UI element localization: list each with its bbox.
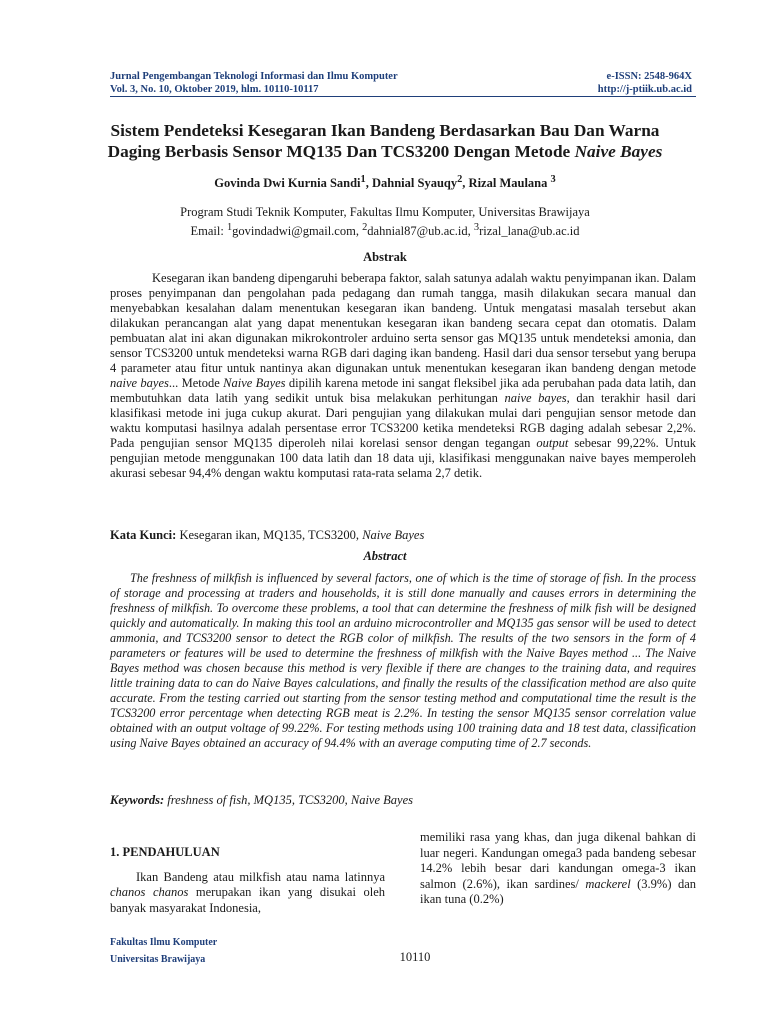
title-line-1: Sistem Pendeteksi Kesegaran Ikan Bandeng Berdasarkan Bau Dan Warna bbox=[110, 121, 660, 140]
left-column bbox=[110, 845, 385, 916]
email-2[interactable]: dahnial87@ub.ac.id, bbox=[367, 224, 471, 239]
right-column bbox=[420, 830, 696, 908]
affiliation: Program Studi Teknik Komputer, Fakultas Ilmu Komputer, Universitas Brawijaya bbox=[180, 205, 590, 219]
title-italic: Naive Bayes bbox=[574, 142, 663, 161]
keywords-label: Keywords: bbox=[110, 793, 165, 807]
authors: Govinda Dwi Kurnia Sandi$^1$, Dahnial Syauqy$^2$, Rizal Maulana $^3$ bbox=[214, 174, 556, 191]
kata-kunci: Kata Kunci: Kesegaran ikan, MQ135, TCS3200, Naive Bayes bbox=[110, 528, 425, 542]
email-1[interactable]: govindadwi@gmail.com, bbox=[232, 224, 359, 239]
footer-university: Universitas Brawijaya bbox=[110, 954, 206, 965]
abstrak-heading: Abstrak bbox=[363, 250, 407, 264]
section-1-heading: 1. PENDAHULUAN bbox=[110, 845, 220, 859]
keywords: Keywords: freshness of fish, MQ135, TCS3200, Naive Bayes bbox=[110, 793, 413, 807]
email-3[interactable]: rizal_lana@ub.ac.id bbox=[479, 224, 580, 239]
author-2: Dahnial Syauqy bbox=[371, 176, 458, 191]
author-1: Govinda Dwi Kurnia Sandi bbox=[214, 176, 361, 191]
footer-institution bbox=[110, 934, 217, 968]
header-rule bbox=[110, 96, 696, 97]
right-paragraph: memiliki rasa yang khas, dan juga dikenal bahkan di luar negeri. Kandungan omega3 pada bandeng sebesar 14.2% lebih besar dari kandungan omega-3 ikan salmon (2.6%), ikan sardines/ mackerel (3.9%) dan ikan tuna (0.2%) bbox=[420, 830, 696, 906]
kata-kunci-label: Kata Kunci: bbox=[110, 528, 177, 542]
abstract-body bbox=[110, 571, 696, 751]
abstrak-body bbox=[110, 271, 696, 481]
journal-issn: e-ISSN: 2548-964X bbox=[606, 71, 692, 82]
emails: Email: $^1$govindadwi@gmail.com, $^2$dahnial87@ub.ac.id, $^3$rizal_lana@ub.ac.id bbox=[190, 222, 580, 239]
abstract-heading: Abstract bbox=[363, 549, 407, 563]
footer-faculty: Fakultas Ilmu Komputer bbox=[110, 937, 218, 948]
abstrak-paragraph: Kesegaran ikan bandeng dipengaruhi beberapa faktor, salah satunya adalah waktu penyimpanan ikan. Dalam proses penyimpanan dan pengolahan pada pedagang dan rumah tangga, masih dilakukan secara manual dan menyebabkan kesalahan dalam menentukan kesegaran ikan bandeng. Untuk mengatasi masalah tersebut akan dilakukan perancangan alat yang dapat menentukan kesegaran ikan bandeng secara cepat dan otomatis. Dalam pembuatan alat ini akan digunakan mikrokontroler arduino serta sensor gas MQ135 untuk mendeteksi amonia, dan sensor TCS3200 untuk mendeteksi warna RGB dari daging ikan bandeng. Hasil dari dua sensor tersebut yang berupa 4 parameter atau fitur untuk nantinya akan digunakan untuk menentukan kesegaran ikan bandeng dengan metode naive bayes... Metode Naive Bayes dipilih karena metode ini sangat fleksibel jika ada perubahan pada data latih, dan membutuhkan data latih yang sedikit untuk bisa melakukan perhitungan naive bayes, dan terakhir hasil dari klasifikasi metode ini juga cukup akurat. Dari pengujian yang dilakukan mulai dari pengujian sensor metode dan waktu komputasi hasilnya adalah persentase error TCS3200 ketika mendeteksi RGB daging adalah sebesar 2,2%. Pada pengujian sensor MQ135 diperoleh nilai korelasi sensor dengan tegangan output sebesar 99,22%. Untuk pengujian metode menggunakan 100 data latih dan 18 data uji, klasifikasi menggunakan naive bayes memperoleh akurasi sebesar 94,4% dengan waktu komputasi rata-rata selama 2,7 detik. bbox=[110, 271, 697, 480]
abstract-paragraph: The freshness of milkfish is influenced by several factors, one of which is the time of storage of fish. In the process of storage and processing at traders and households, it is still done manually and causes errors in determining the freshness of milkfish. To overcome these problems, a tool that can determine the freshness of milk fish will be designed quickly and automatically. In making this tool an arduino microcontroller and MQ135 gas sensor will be used to detect ammonia, and TCS3200 sensor to detect the RGB color of milkfish. The results of the two sensors in the form of 4 parameters or features will be used to determine the freshness of milkfish with the Naive Bayes method ... The Naive Bayes method was chosen because this method is very flexible if there are changes to the training data, and requires little training data to can do Naive Bayes calculations, and finally the results of the classification method are also quite accurate. From the testing carried out starting from the sensor testing method and computational time the result is the TCS3200 error percentage when detecting RGB meat is 2.2%. In testing the sensor MQ135 sensor correlation value obtained with an output voltage of 99.22%. For testing methods using 100 training data and 18 test data, classification using Naive Bayes obtained an accuracy of 94.4% with an average computing time of 2.7 seconds. bbox=[110, 571, 696, 750]
affiliation-block bbox=[90, 204, 680, 239]
running-header-left bbox=[110, 70, 398, 96]
running-header-right bbox=[598, 70, 692, 96]
author-3: Rizal Maulana bbox=[468, 176, 548, 191]
page-number: 10110 bbox=[399, 950, 431, 964]
journal-volume: Vol. 3, No. 10, Oktober 2019, hlm. 10110-10117 bbox=[110, 84, 319, 95]
journal-name: Jurnal Pengembangan Teknologi Informasi dan Ilmu Komputer bbox=[110, 71, 398, 82]
paper-title bbox=[90, 120, 680, 162]
left-paragraph: Ikan Bandeng atau milkfish atau nama latinnya chanos chanos merupakan ikan yang disukai oleh banyak masyarakat Indonesia, bbox=[110, 869, 385, 915]
title-line-2: Daging Berbasis Sensor MQ135 Dan TCS3200 Dengan Metode Naive Bayes bbox=[107, 142, 663, 161]
journal-url[interactable]: http://j-ptiik.ub.ac.id bbox=[597, 84, 692, 95]
